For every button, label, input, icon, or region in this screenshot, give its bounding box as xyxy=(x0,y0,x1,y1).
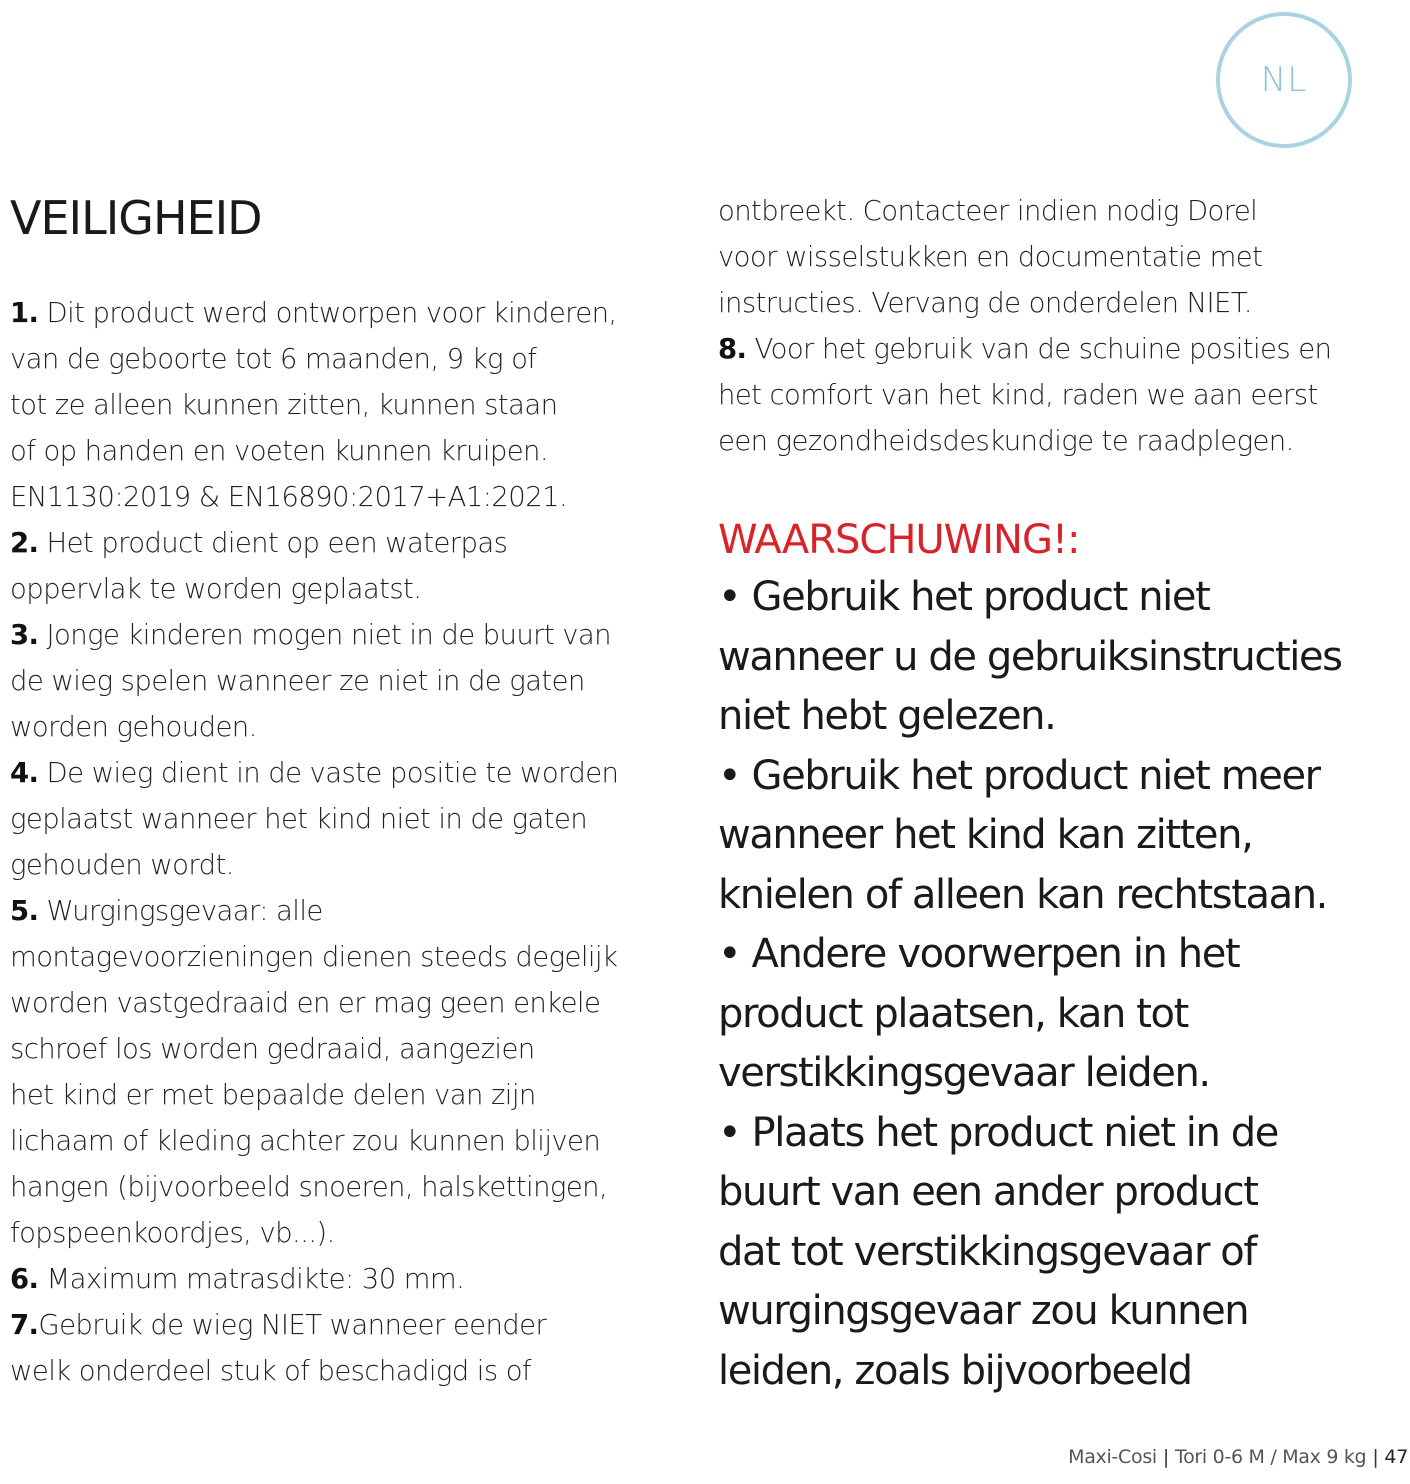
language-badge xyxy=(1216,12,1352,148)
text-line xyxy=(10,474,682,520)
text-line xyxy=(718,280,1378,326)
text-line xyxy=(10,934,682,980)
item-text: gehouden wordt. xyxy=(10,849,234,881)
item-text: geplaatst wanneer het kind niet in de gaten xyxy=(10,803,588,835)
text-line xyxy=(10,520,682,566)
item-text: het comfort van het kind, raden we aan eerst xyxy=(718,379,1318,411)
text-line xyxy=(10,658,682,704)
item-text: Jonge kinderen mogen niet in de buurt van xyxy=(38,619,611,651)
text-line xyxy=(10,428,682,474)
text-line: wurgingsgevaar zou kunnen xyxy=(718,1288,1249,1334)
item-text: lichaam of kleding achter zou kunnen blijven xyxy=(10,1125,601,1157)
text-line xyxy=(10,980,682,1026)
text-line xyxy=(718,418,1378,464)
text-line: • Andere voorwerpen in het xyxy=(718,931,1240,977)
item-text: hangen (bijvoorbeeld snoeren, halskettingen, xyxy=(10,1171,608,1203)
text-line xyxy=(10,1118,682,1164)
text-line: verstikkingsgevaar leiden. xyxy=(718,1050,1210,1096)
item-number: 7. xyxy=(10,1309,39,1341)
text-line xyxy=(718,372,1378,418)
item-text: welk onderdeel stuk of beschadigd is of xyxy=(10,1355,532,1387)
safety-heading: VEILIGHEID xyxy=(10,191,262,245)
footer-product: Tori 0-6 M / Max 9 kg xyxy=(1175,1446,1367,1468)
text-line xyxy=(10,336,682,382)
text-line xyxy=(10,1210,682,1256)
warning-heading: WAARSCHUWING!: xyxy=(718,517,1080,563)
language-code: NL xyxy=(1260,60,1308,100)
safety-text xyxy=(10,290,682,1394)
footer-brand: Maxi-Cosi xyxy=(1068,1446,1157,1468)
text-line: buurt van een ander product xyxy=(718,1169,1258,1215)
safety-text-continued xyxy=(718,188,1378,464)
warning-text xyxy=(718,568,1378,1401)
footer-separator: | xyxy=(1162,1446,1170,1468)
item-number: 2. xyxy=(10,527,39,559)
item-text: instructies. Vervang de onderdelen NIET. xyxy=(718,287,1252,319)
text-line xyxy=(10,704,682,750)
item-text: van de geboorte tot 6 maanden, 9 kg of xyxy=(10,343,537,375)
item-text: Gebruik de wieg NIET wanneer eender xyxy=(38,1309,547,1341)
item-text: worden vastgedraaid en er mag geen enkele xyxy=(10,987,601,1019)
text-line xyxy=(10,566,682,612)
page-number: 47 xyxy=(1384,1446,1408,1468)
text-line xyxy=(10,888,682,934)
item-text: fopspeenkoordjes, vb...). xyxy=(10,1217,335,1249)
item-text: of op handen en voeten kunnen kruipen. xyxy=(10,435,549,467)
item-text: EN1130:2019 & EN16890:2017+A1:2021. xyxy=(10,481,568,513)
item-text: Maximum matrasdikte: 30 mm. xyxy=(38,1263,465,1295)
item-text: oppervlak te worden geplaatst. xyxy=(10,573,422,605)
item-text: de wieg spelen wanneer ze niet in de gaten xyxy=(10,665,585,697)
item-text: schroef los worden gedraaid, aangezien xyxy=(10,1033,535,1065)
item-number: 1. xyxy=(10,297,39,329)
right-column xyxy=(718,188,1378,1401)
text-line: leiden, zoals bijvoorbeeld xyxy=(718,1347,1192,1394)
text-line xyxy=(718,234,1378,280)
item-text: Het product dient op een waterpas xyxy=(38,527,508,559)
text-line xyxy=(10,1164,682,1210)
item-number: 6. xyxy=(10,1263,39,1295)
text-line: product plaatsen, kan tot xyxy=(718,990,1188,1037)
safety-section xyxy=(10,188,682,1394)
footer-separator: | xyxy=(1372,1446,1379,1468)
text-line: wanneer het kind kan zitten, xyxy=(718,812,1253,858)
text-line: knielen of alleen kan rechtstaan. xyxy=(718,871,1327,918)
item-text: een gezondheidsdeskundige te raadplegen. xyxy=(718,425,1294,457)
text-line xyxy=(10,750,682,796)
text-line xyxy=(10,612,682,658)
item-text: tot ze alleen kunnen zitten, kunnen staan xyxy=(10,389,558,421)
page-footer xyxy=(1068,1446,1408,1468)
item-text: worden gehouden. xyxy=(10,711,257,743)
text-line xyxy=(10,290,682,336)
item-text: Voor het gebruik van de schuine posities en xyxy=(746,333,1332,365)
item-text: het kind er met bepaalde delen van zijn xyxy=(10,1079,536,1111)
item-text: Wurgingsgevaar: alle xyxy=(38,895,323,927)
text-line xyxy=(718,326,1378,372)
text-line: • Gebruik het product niet xyxy=(718,574,1210,620)
text-line xyxy=(10,1302,682,1348)
item-text: Dit product werd ontworpen voor kinderen, xyxy=(38,297,617,329)
item-number: 3. xyxy=(10,619,39,651)
text-line xyxy=(10,382,682,428)
item-number: 4. xyxy=(10,757,39,789)
text-line xyxy=(10,842,682,888)
text-line xyxy=(10,796,682,842)
text-line: wanneer u de gebruiksinstructies xyxy=(718,633,1342,680)
item-number: 8. xyxy=(718,333,747,365)
item-text: ontbreekt. Contacteer indien nodig Dorel xyxy=(718,195,1258,227)
item-text: voor wisselstukken en documentatie met xyxy=(718,241,1263,273)
item-text: montagevoorzieningen dienen steeds degelijk xyxy=(10,941,618,973)
text-line: • Gebruik het product niet meer xyxy=(718,752,1320,799)
text-line xyxy=(10,1256,682,1302)
text-line xyxy=(10,1026,682,1072)
text-line: dat tot verstikkingsgevaar of xyxy=(718,1228,1257,1275)
text-line xyxy=(10,1348,682,1394)
item-text: De wieg dient in de vaste positie te worden xyxy=(38,757,619,789)
item-number: 5. xyxy=(10,895,39,927)
text-line: niet hebt gelezen. xyxy=(718,693,1056,739)
text-line xyxy=(718,188,1378,234)
text-line: • Plaats het product niet in de xyxy=(718,1109,1278,1156)
text-line xyxy=(10,1072,682,1118)
